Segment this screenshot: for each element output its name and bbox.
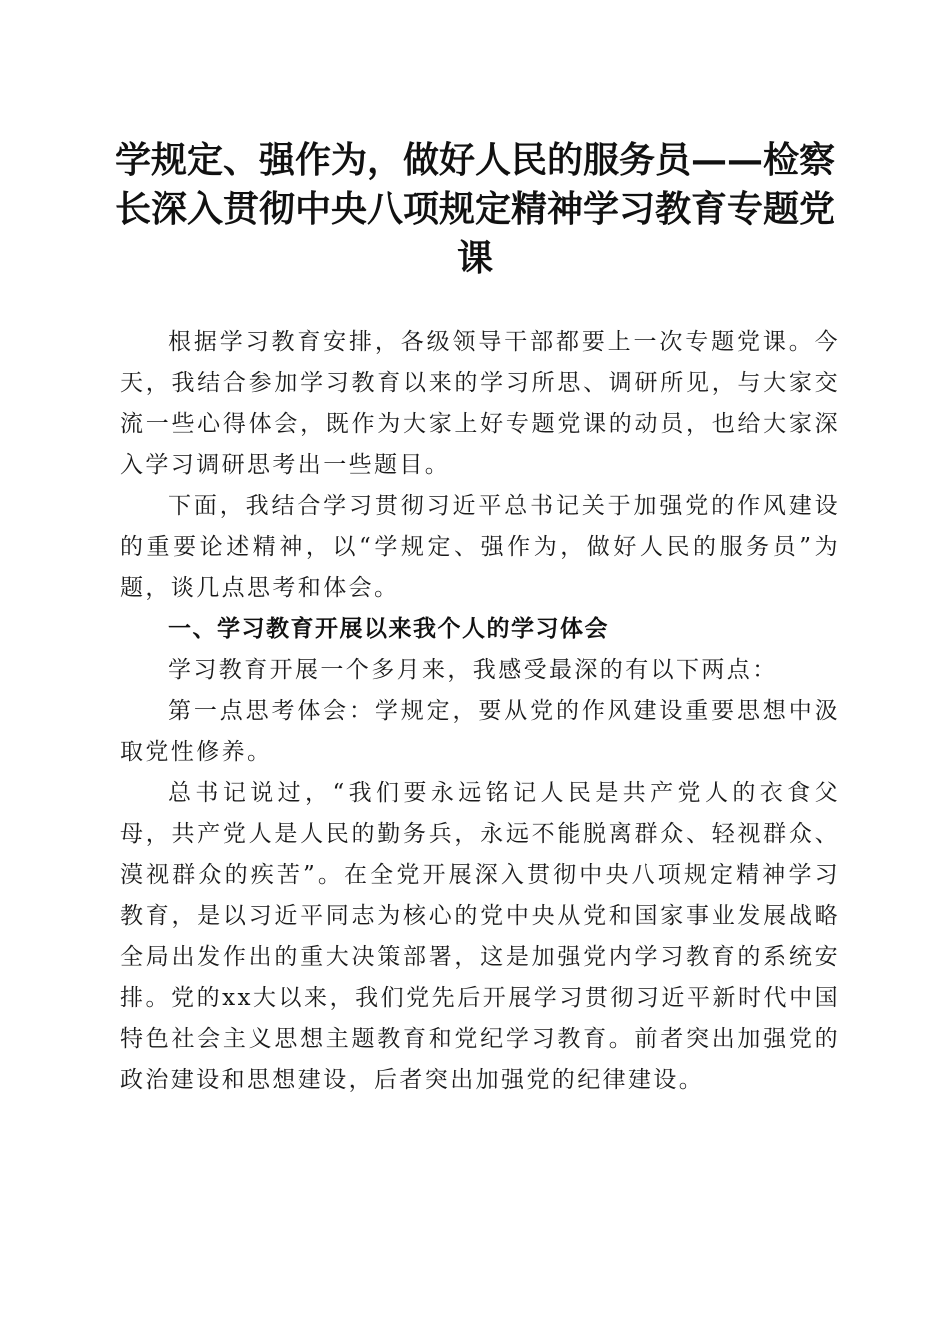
paragraph-intro: 根据学习教育安排，各级领导干部都要上一次专题党课。今天，我结合参加学习教育以来的学习所思、调研所见，与大家交流一些心得体会，既作为大家上好专题党课的动员，也给大家深入学习调研思考出一些题目。 — [120, 329, 840, 478]
paragraph-topic: 下面，我结合学习贯彻习近平总书记关于加强党的作风建设的重要论述精神，以“学规定、强作为，做好人民的服务员”为题，谈几点思考和体会。 — [120, 493, 840, 601]
section-heading: 一、学习教育开展以来我个人的学习体会 — [168, 616, 609, 642]
paragraph-section-intro: 学习教育开展一个多月来，我感受最深的有以下两点： — [168, 657, 778, 683]
document-body — [120, 322, 840, 1101]
paragraph-first-point: 第一点思考体会：学规定，要从党的作风建设重要思想中汲取党性修养。 — [120, 698, 840, 765]
paragraph-quote: 总书记说过，“我们要永远铭记人民是共产党人的衣食父母，共产党人是人民的勤务兵，永远不能脱离群众、轻视群众、漠视群众的疾苦”。在全党开展深入贯彻中央八项规定精神学习教育，是以习近平同志为核心的党中央从党和国家事业发展战略全局出发作出的重大决策部署，这是加强党内学习教育的系统安排。党的xx大以来，我们党先后开展学习贯彻习近平新时代中国特色社会主义思想主题教育和党纪学习教育。前者突出加强党的政治建设和思想建设，后者突出加强党的纪律建设。 — [120, 780, 840, 1093]
document-title: 学规定、强作为，做好人民的服务员——检察长深入贯彻中央八项规定精神学习教育专题党课 — [114, 139, 835, 279]
